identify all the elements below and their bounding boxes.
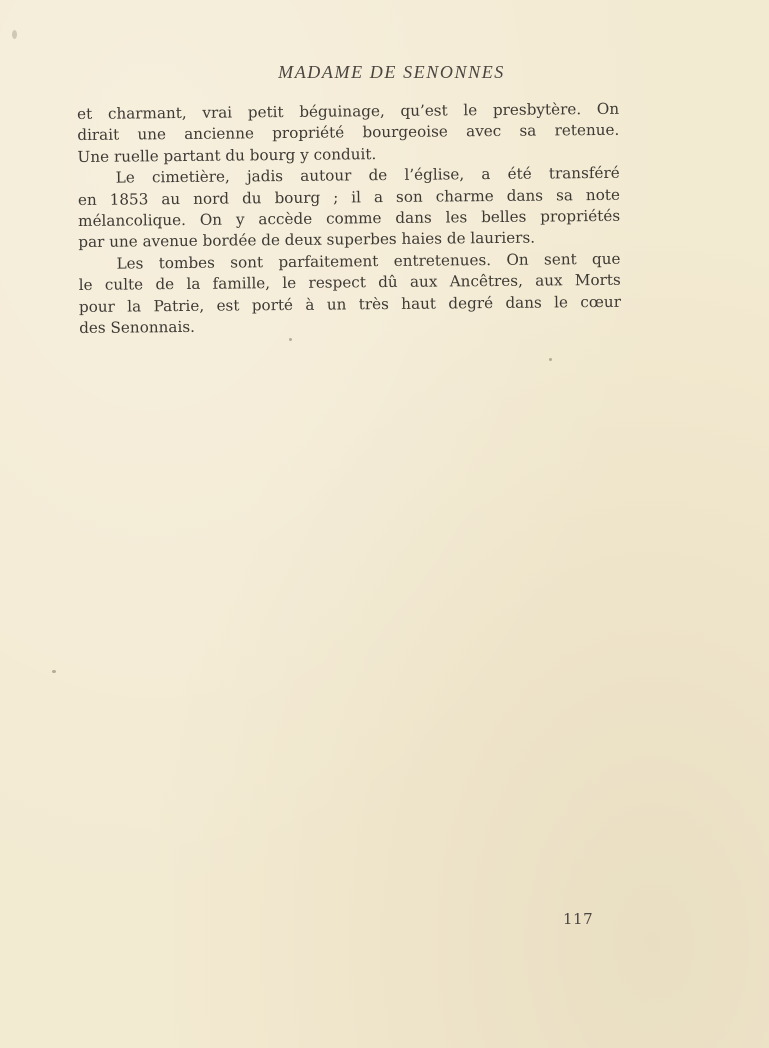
text-line: pour la Patrie, est porté à un très haut degré dans le cœur xyxy=(78,292,622,316)
text-line: et charmant, vrai petit béguinage, qu’est le presbytère. On xyxy=(77,99,620,123)
body-text xyxy=(77,99,621,340)
paper-speck xyxy=(549,358,552,361)
text-line: dirait une ancienne propriété bourgeoise avec sa retenue. xyxy=(77,121,620,145)
page-number: 117 xyxy=(563,910,594,928)
text-line: Le cimetière, jadis autour de l’église, a été transféré xyxy=(115,164,620,187)
running-head-text: MADAME DE SENONNES xyxy=(278,62,505,82)
text-line: en 1853 au nord du bourg ; il a son charme dans sa note xyxy=(77,185,620,209)
running-head xyxy=(0,62,769,83)
paper-speck xyxy=(12,30,17,39)
text-line: par une avenue bordée de deux superbes haies de lauriers. xyxy=(78,229,536,252)
paper-speck xyxy=(289,338,292,341)
text-line: mélancolique. On y accède comme dans les belles propriétés xyxy=(78,206,621,231)
text-line: Une ruelle partant du bourg y conduit. xyxy=(77,144,377,166)
text-line: Les tombes sont parfaitement entretenues. On sent que xyxy=(116,249,621,273)
text-line: des Senonnais. xyxy=(79,317,195,338)
paper-speck xyxy=(52,670,56,673)
text-line: le culte de la famille, le respect dû aux Ancêtres, aux Morts xyxy=(78,271,621,295)
